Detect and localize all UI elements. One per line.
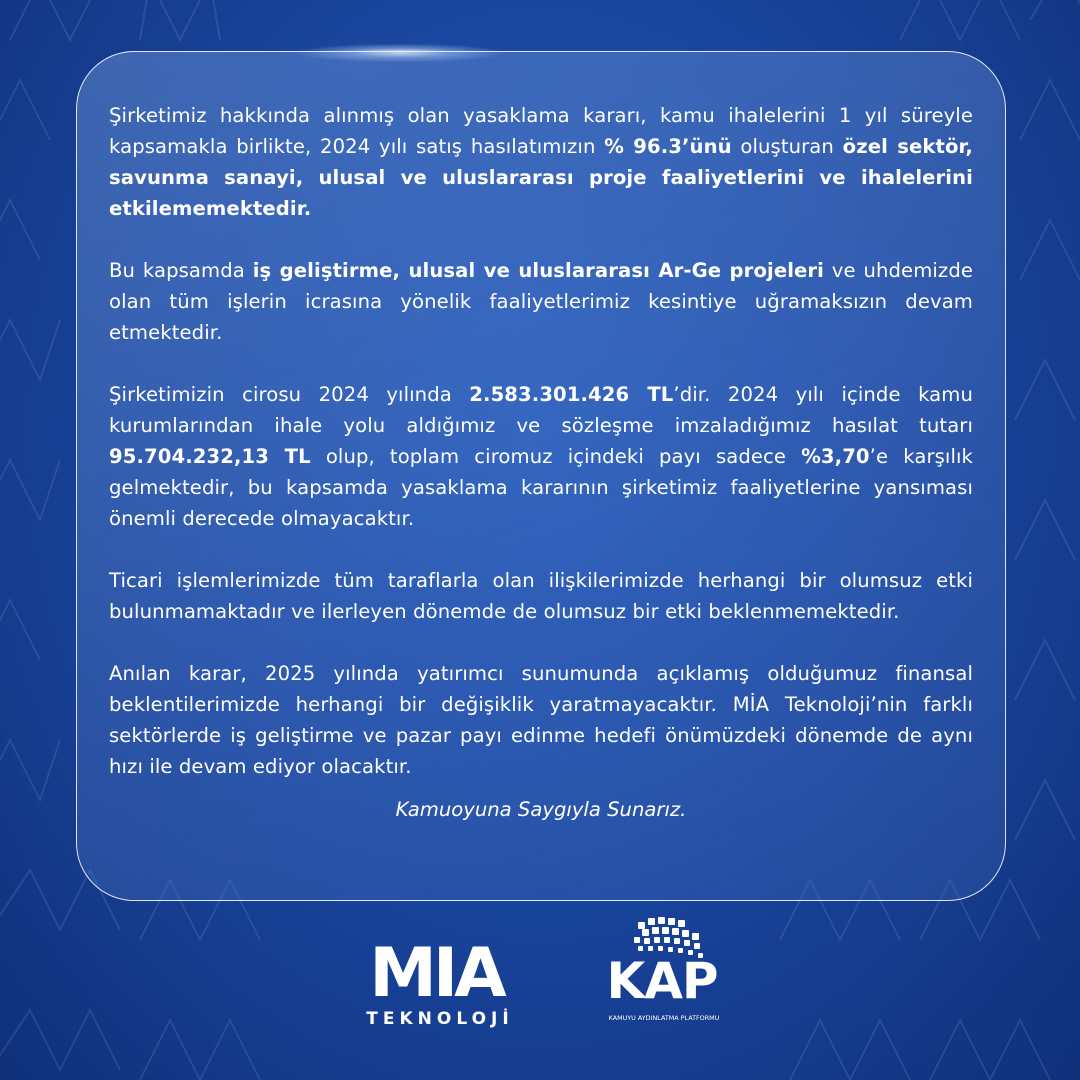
paragraph-4: Ticari işlemlerimizde tüm taraflarla olan ilişkilerimizde herhangi bir olumsuz etki bulunmamaktadır ve ilerleyen dönemde de olumsuz bir etki beklenmemektedir. xyxy=(109,569,973,623)
announcement-card xyxy=(76,51,1006,901)
kap-logo xyxy=(590,916,740,1028)
mia-tagline: TEKNOLOJİ xyxy=(366,1009,514,1029)
mia-teknoloji-logo xyxy=(356,934,516,1030)
paragraph-5: Anılan karar, 2025 yılında yatırımcı sunumunda açıklamış olduğumuz finansal beklentilerimizde herhangi bir değişiklik yaratmayacaktır. MİA Teknoloji’nin farklı sektörlerde iş geliştirme ve pazar payı edinme hedefi önümüzdeki dönemde de aynı hızı ile devam ediyor olacaktır. xyxy=(109,662,973,778)
paragraph-3: Şirketimizin cirosu 2024 yılında 2.583.301.426 TL’dir. 2024 yılı içinde kamu kurumlarından ihale yolu aldığımız ve sözleşme imzaladığımız hasılat tutarı 95.704.232,13 TL olup, toplam ciromuz içindeki payı sadece %3,70’e karşılık gelmektedir, bu kapsamda yasaklama kararının şirketimiz faaliyetlerine yansıması önemli derecede olmayacaktır. xyxy=(109,383,974,530)
closing-line: Kamuoyuna Saygıyla Sunarız. xyxy=(395,798,687,821)
mia-wordmark: MIA xyxy=(369,934,503,1013)
paragraph-2: Bu kapsamda iş geliştirme, ulusal ve uluslararası Ar-Ge projeleri ve uhdemizde olan tüm işlerin icrasına yönelik faaliyetlerimiz kesintiye uğramaksızın devam etmektedir. xyxy=(109,259,974,344)
kap-wordmark: KAP xyxy=(606,952,718,1010)
kap-tagline: KAMUYU AYDINLATMA PLATFORMU xyxy=(608,1014,720,1022)
paragraph-1: Şirketimiz hakkında alınmış olan yasaklama kararı, kamu ihalelerini 1 yıl süreyle kapsamakla birlikte, 2024 yılı satış hasılatımızın % 96.3’ünü oluşturan özel sektör, savunma sanayi, ulusal ve uluslararası proje faaliyetlerini ve ihalelerini etkilememektedir. xyxy=(109,104,973,220)
